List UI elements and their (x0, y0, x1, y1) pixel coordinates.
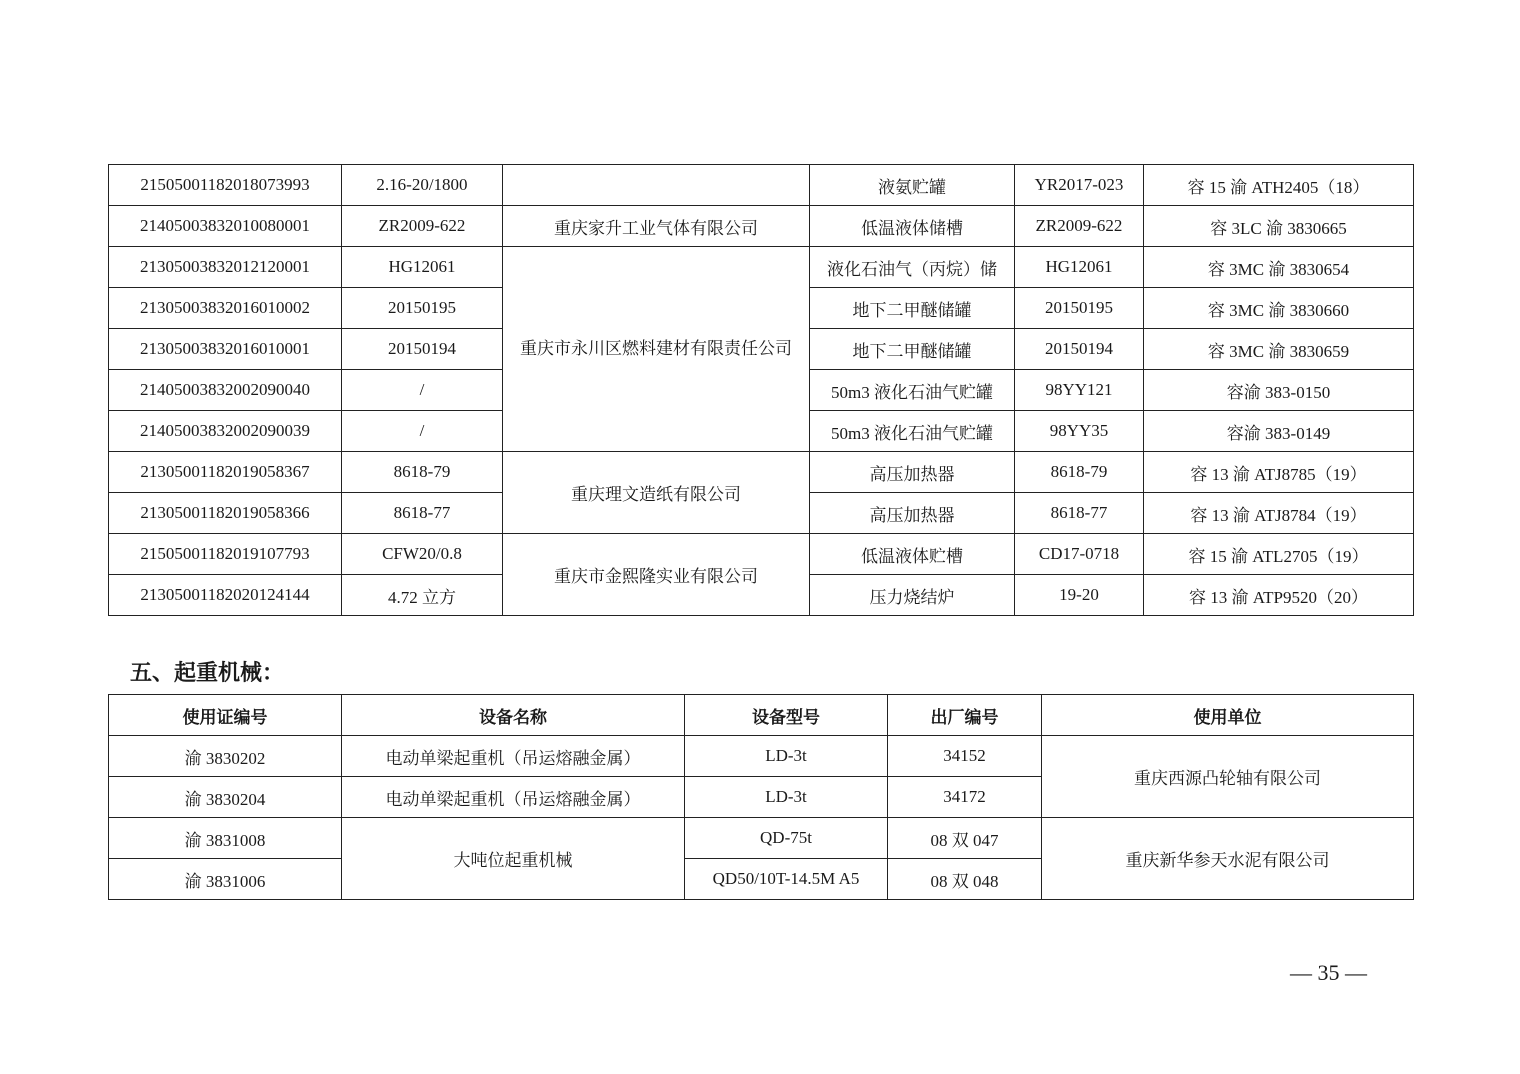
serial-number: 34152 (888, 736, 1042, 777)
registration-code: 容 15 渝 ATH2405（18） (1144, 165, 1414, 206)
page-number: — 35 — (1290, 960, 1367, 985)
serial-number: 19-20 (1015, 575, 1144, 616)
cert-number: 21405003832010080001 (109, 206, 342, 247)
equipment-name: 高压加热器 (810, 452, 1015, 493)
cert-number: 渝 3831006 (109, 859, 342, 900)
table-row (109, 818, 1414, 859)
registration-code: 容 3MC 渝 3830654 (1144, 247, 1414, 288)
factory-number: 2.16-20/1800 (342, 165, 503, 206)
factory-number: / (342, 370, 503, 411)
factory-number: 8618-77 (342, 493, 503, 534)
table-row (109, 534, 1414, 575)
equipment-name: 液氨贮罐 (810, 165, 1015, 206)
cert-number: 渝 3830202 (109, 736, 342, 777)
cert-number: 21305001182019058366 (109, 493, 342, 534)
registration-code: 容 3MC 渝 3830660 (1144, 288, 1414, 329)
serial-number: 08 双 047 (888, 818, 1042, 859)
table-row (109, 165, 1414, 206)
equipment-model: LD-3t (685, 777, 888, 818)
registration-code: 容 13 渝 ATJ8784（19） (1144, 493, 1414, 534)
serial-number: 20150194 (1015, 329, 1144, 370)
equipment-model: QD50/10T-14.5M A5 (685, 859, 888, 900)
factory-number: 20150195 (342, 288, 503, 329)
column-header: 设备型号 (685, 695, 888, 736)
column-header: 使用证编号 (109, 695, 342, 736)
column-header: 出厂编号 (888, 695, 1042, 736)
registration-code: 容 13 渝 ATP9520（20） (1144, 575, 1414, 616)
equipment-name: 低温液体储槽 (810, 206, 1015, 247)
cert-number: 21305001182020124144 (109, 575, 342, 616)
cert-number: 21305003832016010001 (109, 329, 342, 370)
serial-number: 98YY35 (1015, 411, 1144, 452)
cert-number: 渝 3830204 (109, 777, 342, 818)
column-header: 使用单位 (1042, 695, 1414, 736)
cert-number: 21405003832002090040 (109, 370, 342, 411)
serial-number: HG12061 (1015, 247, 1144, 288)
factory-number: 4.72 立方 (342, 575, 503, 616)
equipment-name: 大吨位起重机械 (342, 818, 685, 900)
equipment-name: 地下二甲醚储罐 (810, 329, 1015, 370)
table-header-row (109, 695, 1414, 736)
table-row (109, 736, 1414, 777)
factory-number: HG12061 (342, 247, 503, 288)
factory-number: 8618-79 (342, 452, 503, 493)
serial-number: 20150195 (1015, 288, 1144, 329)
equipment-name: 高压加热器 (810, 493, 1015, 534)
serial-number: ZR2009-622 (1015, 206, 1144, 247)
equipment-model: LD-3t (685, 736, 888, 777)
cert-number: 21305003832016010002 (109, 288, 342, 329)
registration-code: 容渝 383-0149 (1144, 411, 1414, 452)
registration-code: 容 3LC 渝 3830665 (1144, 206, 1414, 247)
factory-number: CFW20/0.8 (342, 534, 503, 575)
registration-code: 容 13 渝 ATJ8785（19） (1144, 452, 1414, 493)
user-unit: 重庆新华参天水泥有限公司 (1042, 818, 1414, 900)
column-header: 设备名称 (342, 695, 685, 736)
cert-number: 21505001182018073993 (109, 165, 342, 206)
user-unit: 重庆市永川区燃料建材有限责任公司 (503, 247, 810, 452)
equipment-name: 压力烧结炉 (810, 575, 1015, 616)
user-unit: 重庆家升工业气体有限公司 (503, 206, 810, 247)
equipment-name: 地下二甲醚储罐 (810, 288, 1015, 329)
table-row (109, 206, 1414, 247)
equipment-name: 50m3 液化石油气贮罐 (810, 411, 1015, 452)
equipment-name: 液化石油气（丙烷）储 (810, 247, 1015, 288)
serial-number: YR2017-023 (1015, 165, 1144, 206)
serial-number: 8618-77 (1015, 493, 1144, 534)
equipment-name: 50m3 液化石油气贮罐 (810, 370, 1015, 411)
serial-number: 08 双 048 (888, 859, 1042, 900)
user-unit (503, 165, 810, 206)
user-unit: 重庆理文造纸有限公司 (503, 452, 810, 534)
factory-number: 20150194 (342, 329, 503, 370)
registration-code: 容渝 383-0150 (1144, 370, 1414, 411)
factory-number: / (342, 411, 503, 452)
factory-number: ZR2009-622 (342, 206, 503, 247)
registration-code: 容 15 渝 ATL2705（19） (1144, 534, 1414, 575)
user-unit: 重庆西源凸轮轴有限公司 (1042, 736, 1414, 818)
crane-table (108, 694, 1414, 900)
cert-number: 21505001182019107793 (109, 534, 342, 575)
equipment-name: 低温液体贮槽 (810, 534, 1015, 575)
user-unit: 重庆市金熙隆实业有限公司 (503, 534, 810, 616)
equipment-name: 电动单梁起重机（吊运熔融金属） (342, 777, 685, 818)
serial-number: 8618-79 (1015, 452, 1144, 493)
serial-number: 98YY121 (1015, 370, 1144, 411)
equipment-model: QD-75t (685, 818, 888, 859)
section-title: 五、起重机械： (130, 661, 285, 686)
cert-number: 21405003832002090039 (109, 411, 342, 452)
serial-number: CD17-0718 (1015, 534, 1144, 575)
cert-number: 21305003832012120001 (109, 247, 342, 288)
serial-number: 34172 (888, 777, 1042, 818)
cert-number: 21305001182019058367 (109, 452, 342, 493)
table-row (109, 247, 1414, 288)
pressure-vessel-table (108, 164, 1414, 616)
cert-number: 渝 3831008 (109, 818, 342, 859)
registration-code: 容 3MC 渝 3830659 (1144, 329, 1414, 370)
table-row (109, 452, 1414, 493)
equipment-name: 电动单梁起重机（吊运熔融金属） (342, 736, 685, 777)
